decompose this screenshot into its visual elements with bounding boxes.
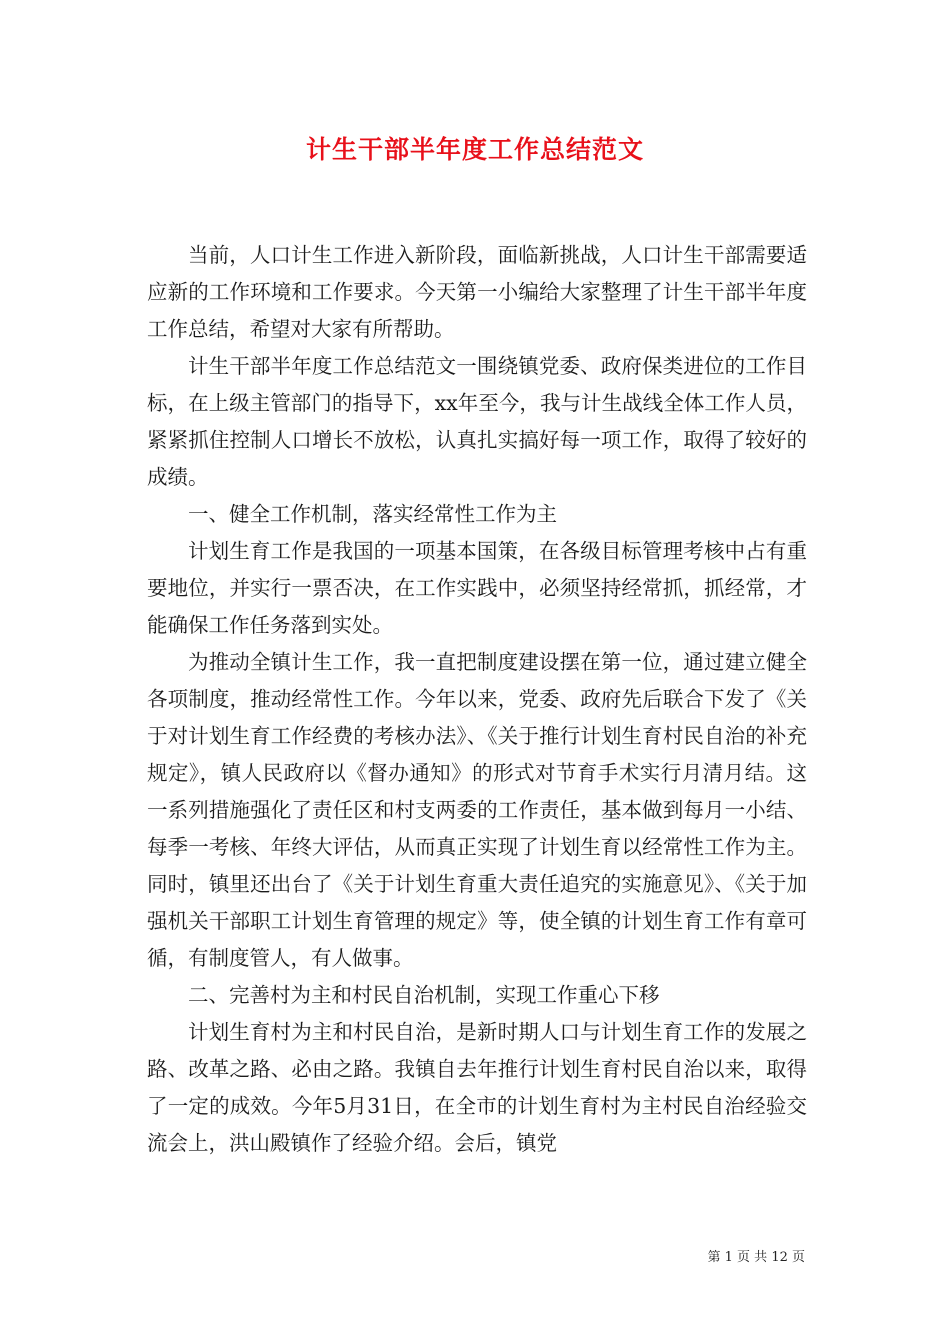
paragraph-overview: 计生干部半年度工作总结范文一围绕镇党委、政府保类进位的工作目标，在上级主管部门的指导下，xx年至今，我与计生战线全体工作人员，紧紧抓住控制人口增长不放松，认真扎实搞好每一项工作，取得了较好的成绩。 xyxy=(147,354,807,489)
section-heading-1: 一、健全工作机制，落实经常性工作为主 xyxy=(188,502,557,526)
paragraph-village: 计划生育村为主和村民自治，是新时期人口与计划生育工作的发展之路、改革之路、必由之路。我镇自去年推行计划生育村民自治以来，取得了一定的成效。今年5月31日，在全市的计划生育村为主村民自治经验交流会上，洪山殿镇作了经验介绍。会后，镇党 xyxy=(147,1020,807,1155)
section-heading-2: 二、完善村为主和村民自治机制，实现工作重心下移 xyxy=(188,983,660,1007)
page-number-footer: 第 1 页 共 12 页 xyxy=(707,1250,805,1265)
paragraph-system: 为推动全镇计生工作，我一直把制度建设摆在第一位，通过建立健全各项制度，推动经常性工作。今年以来，党委、政府先后联合下发了《关于对计划生育工作经费的考核办法》、《关于推行计划生育村民自治的补充规定》，镇人民政府以《督办通知》的形式对节育手术实行月清月结。这一系列措施强化了责任区和村支两委的工作责任，基本做到每月一小结、每季一考核、年终大评估，从而真正实现了计划生育以经常性工作为主。同时，镇里还出台了《关于计划生育重大责任追究的实施意见》、《关于加强机关干部职工计划生育管理的规定》等，使全镇的计划生育工作有章可循，有制度管人，有人做事。 xyxy=(147,650,807,970)
paragraph-intro: 当前，人口计生工作进入新阶段，面临新挑战，人口计生干部需要适应新的工作环境和工作要求。今天第一小编给大家整理了计生干部半年度工作总结，希望对大家有所帮助。 xyxy=(147,243,807,341)
document-body xyxy=(147,237,807,1162)
document-title: 计生干部半年度工作总结范文 xyxy=(305,135,644,164)
paragraph-policy: 计划生育工作是我国的一项基本国策，在各级目标管理考核中占有重要地位，并实行一票否决，在工作实践中，必须坚持经常抓，抓经常，才能确保工作任务落到实处。 xyxy=(147,539,807,637)
